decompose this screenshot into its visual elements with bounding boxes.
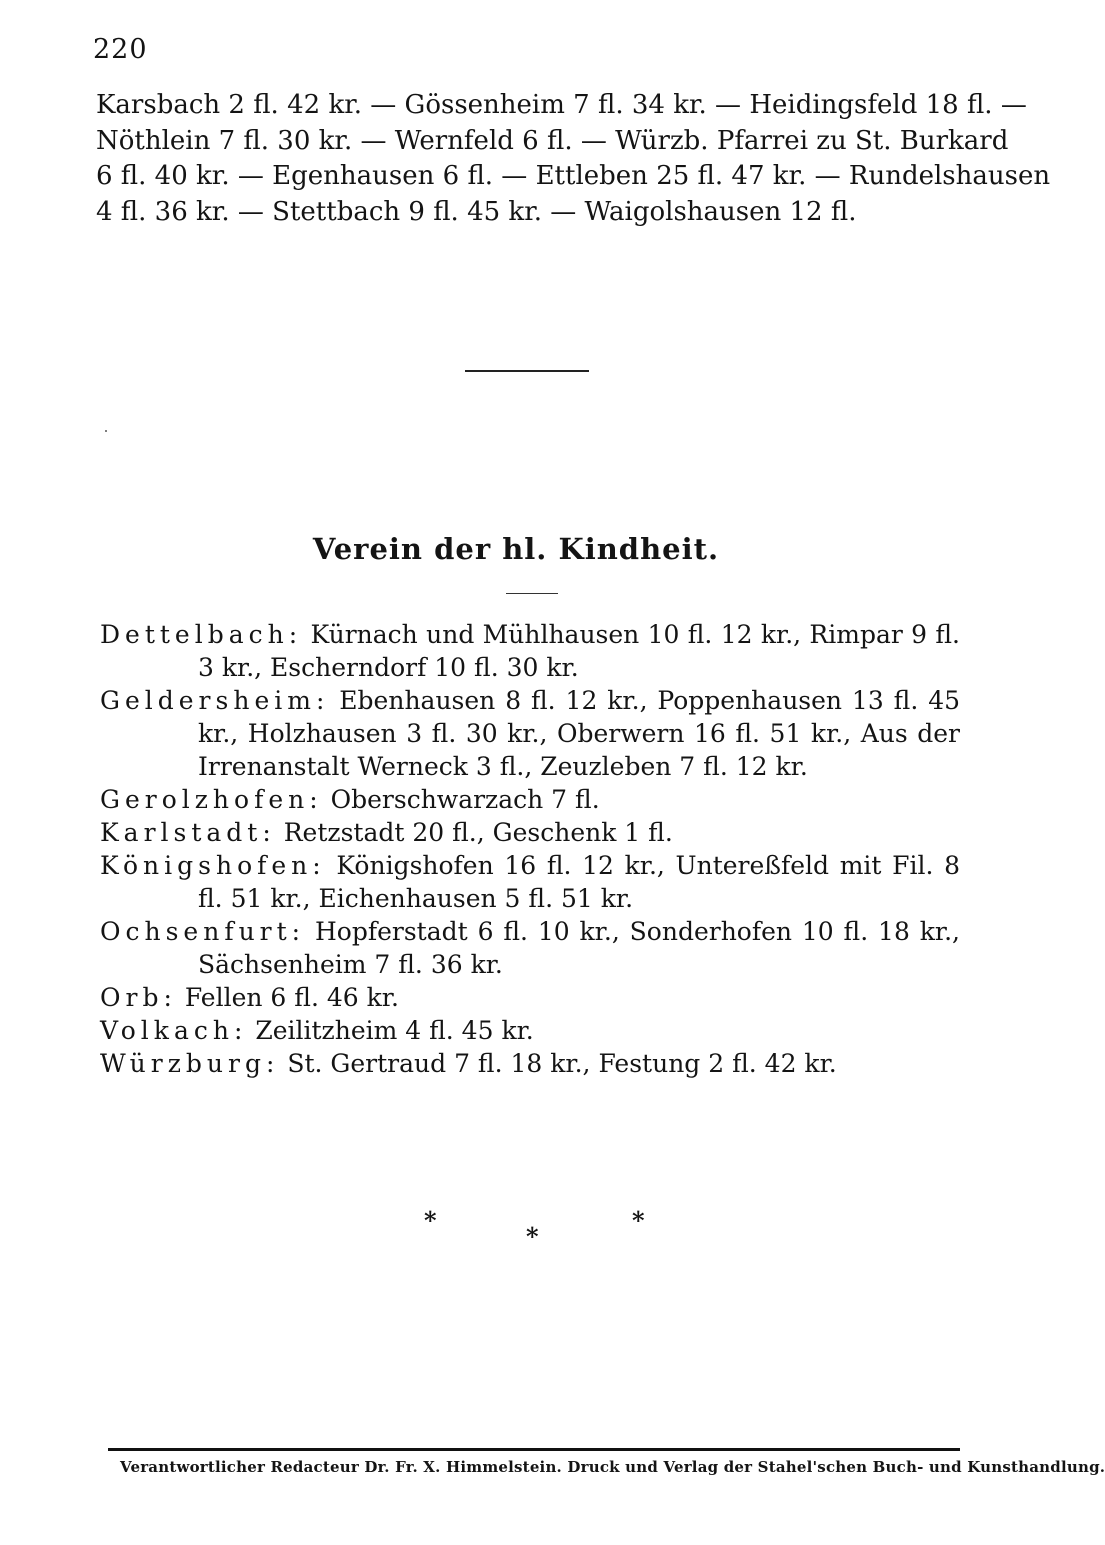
list-item	[100, 1014, 960, 1047]
print-speck	[105, 430, 107, 432]
intro-line: Karsbach 2 fl. 42 kr. — Gössenheim 7 fl. 34 kr. — Heidingsfeld 18 fl. —	[96, 90, 1027, 120]
list-item	[100, 915, 960, 981]
entry-place: Dettelbach:	[100, 620, 303, 649]
entry-text: Kürnach und Mühlhausen 10 fl. 12 kr., Rimpar 9 fl. 3 kr., Escherndorf 10 fl. 30 kr.	[198, 620, 961, 682]
entry-place: Karlstadt:	[100, 818, 276, 847]
list-item	[100, 618, 960, 684]
intro-line: 4 fl. 36 kr. — Stettbach 9 fl. 45 kr. — Waigolshausen 12 fl.	[96, 196, 857, 227]
list-item	[100, 849, 960, 915]
asterisk: *	[424, 1206, 437, 1235]
list-item	[100, 816, 960, 849]
intro-line: Nöthlein 7 fl. 30 kr. — Wernfeld 6 fl. — Würzb. Pfarrei zu St. Burkard	[96, 125, 1009, 156]
entry-text: Fellen 6 fl. 46 kr.	[184, 983, 399, 1012]
entry-text: Ebenhausen 8 fl. 12 kr., Poppenhausen 13 fl. 45 kr., Holzhausen 3 fl. 30 kr., Oberwern 16 fl. 51 kr., Aus der Irrenanstalt Werneck 3 fl., Zeuzleben 7 fl. 12 kr.	[198, 686, 960, 781]
list-item	[100, 783, 960, 816]
intro-line: 6 fl. 40 kr. — Egenhausen 6 fl. — Ettleben 25 fl. 47 kr. — Rundelshausen	[96, 161, 1051, 191]
entry-place: Ochsenfurt:	[100, 917, 306, 946]
entry-text: Königshofen 16 fl. 12 kr., Untereßfeld mit Fil. 8 fl. 51 kr., Eichenhausen 5 fl. 51 kr.	[198, 851, 961, 913]
list-item	[100, 1047, 960, 1080]
page-number: 220	[93, 34, 148, 65]
asterisk: *	[632, 1206, 645, 1235]
footer-rule	[108, 1448, 960, 1451]
list-item	[100, 684, 960, 783]
entry-text: Retzstadt 20 fl., Geschenk 1 fl.	[283, 818, 673, 847]
imprint-line: Verantwortlicher Redacteur Dr. Fr. X. Himmelstein. Druck und Verlag der Stahel'schen Buch- und Kunsthandlung.	[120, 1458, 1105, 1476]
donation-list	[100, 618, 960, 1080]
entry-place: Königshofen:	[100, 851, 326, 880]
entry-text: Hopferstadt 6 fl. 10 kr., Sonderhofen 10 fl. 18 kr., Sächsenheim 7 fl. 36 kr.	[198, 917, 960, 979]
list-item	[100, 981, 960, 1014]
section-title: Verein der hl. Kindheit.	[312, 532, 720, 566]
entry-place: Orb:	[100, 983, 177, 1012]
entry-place: Volkach:	[100, 1016, 248, 1045]
intro-paragraph	[96, 88, 1051, 230]
entry-text: Zeilitzheim 4 fl. 45 kr.	[255, 1016, 534, 1045]
entry-place: Geldersheim:	[100, 686, 330, 715]
title-underline	[506, 593, 558, 594]
section-divider	[465, 370, 589, 372]
entry-text: St. Gertraud 7 fl. 18 kr., Festung 2 fl. 42 kr.	[287, 1049, 837, 1078]
asterisk: *	[526, 1222, 539, 1251]
entry-text: Oberschwarzach 7 fl.	[330, 785, 600, 814]
entry-place: Gerolzhofen:	[100, 785, 323, 814]
entry-place: Würzburg:	[100, 1049, 280, 1078]
